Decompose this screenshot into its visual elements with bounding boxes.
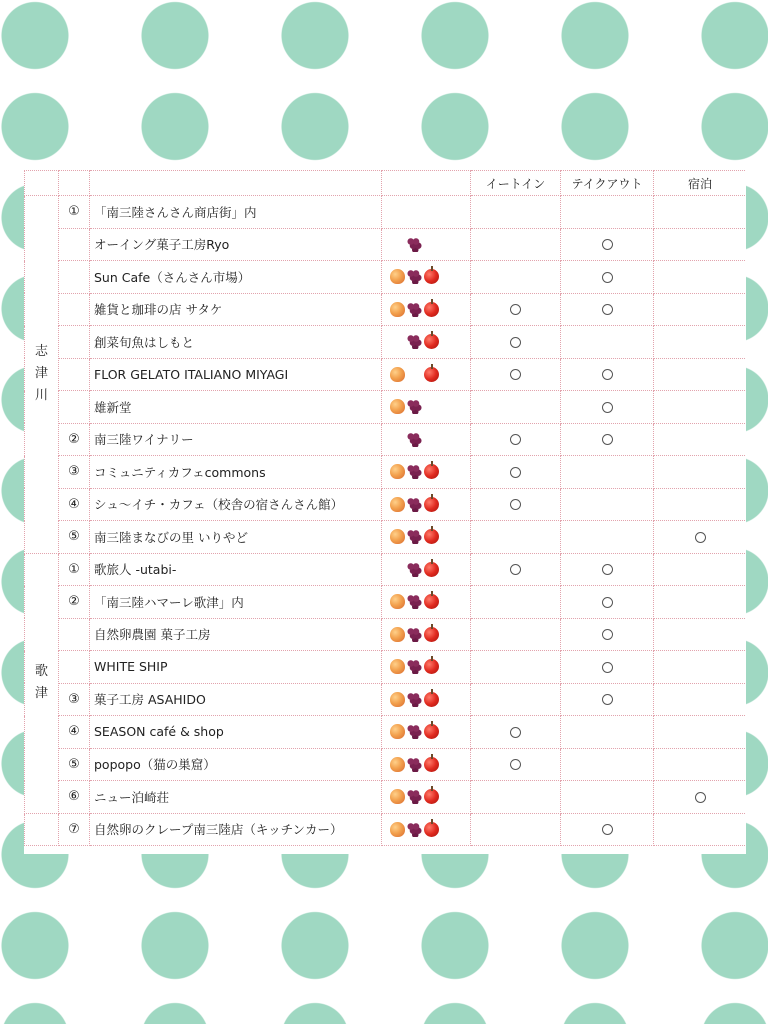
grape-icon — [407, 464, 422, 479]
shop-table — [24, 170, 746, 846]
shop-name: FLOR GELATO ITALIANO MIYAGI — [90, 358, 382, 391]
fruit-icons — [382, 391, 471, 424]
shop-name: シュ〜イチ・カフェ（校舎の宿さんさん館） — [90, 488, 382, 521]
eat-in-mark-cell — [471, 196, 561, 229]
table-row — [25, 716, 747, 749]
grape-icon — [407, 237, 422, 252]
header-num — [59, 171, 90, 196]
take-out-mark-cell — [561, 326, 654, 359]
lodging-mark-cell — [654, 683, 747, 716]
eat-in-mark-cell — [471, 488, 561, 521]
header-row — [25, 171, 747, 196]
circle-mark-icon — [510, 759, 521, 770]
circle-mark-icon — [510, 467, 521, 478]
header-name — [90, 171, 382, 196]
circle-mark-icon — [510, 337, 521, 348]
shop-name: 「南三陸さんさん商店街」内 — [90, 196, 382, 229]
shop-name: コミュニティカフェcommons — [90, 456, 382, 489]
fruit-icons — [382, 293, 471, 326]
peach-icon — [390, 399, 405, 414]
take-out-mark-cell — [561, 553, 654, 586]
circle-mark-icon — [602, 402, 613, 413]
take-out-mark-cell — [561, 683, 654, 716]
shop-name: 創菜旬魚はしもと — [90, 326, 382, 359]
eat-in-mark-cell — [471, 651, 561, 684]
apple-icon — [424, 302, 439, 317]
eat-in-mark-cell — [471, 716, 561, 749]
lodging-mark-cell — [654, 813, 747, 846]
grape-icon — [407, 529, 422, 544]
eat-in-mark-cell — [471, 261, 561, 294]
peach-icon — [390, 692, 405, 707]
circle-mark-icon — [602, 662, 613, 673]
grape-icon — [407, 724, 422, 739]
fruit-icons — [382, 488, 471, 521]
eat-in-mark-cell — [471, 618, 561, 651]
lodging-mark-cell — [654, 521, 747, 554]
area-blank — [25, 813, 59, 846]
fruit-icons — [382, 358, 471, 391]
header-take-out: テイクアウト — [561, 171, 654, 196]
apple-icon — [424, 464, 439, 479]
header-eat-in: イートイン — [471, 171, 561, 196]
table-row — [25, 553, 747, 586]
table-row — [25, 813, 747, 846]
eat-in-mark-cell — [471, 326, 561, 359]
table-row — [25, 748, 747, 781]
grape-icon — [407, 822, 422, 837]
grape-icon — [407, 302, 422, 317]
circle-mark-icon — [510, 727, 521, 738]
circle-mark-icon — [602, 239, 613, 250]
circle-mark-icon — [602, 304, 613, 315]
apple-icon — [424, 497, 439, 512]
row-number: ⑤ — [59, 748, 90, 781]
circle-mark-icon — [695, 792, 706, 803]
fruit-icons — [382, 326, 471, 359]
circle-mark-icon — [510, 369, 521, 380]
grape-icon — [407, 594, 422, 609]
table-row — [25, 618, 747, 651]
row-number: ⑤ — [59, 521, 90, 554]
take-out-mark-cell — [561, 618, 654, 651]
grape-icon — [407, 627, 422, 642]
apple-icon — [424, 562, 439, 577]
area-utatsu: 歌 津 — [25, 553, 59, 813]
table-row — [25, 358, 747, 391]
table-row — [25, 651, 747, 684]
apple-icon — [424, 269, 439, 284]
eat-in-mark-cell — [471, 293, 561, 326]
lodging-mark-cell — [654, 423, 747, 456]
fruit-icons — [382, 781, 471, 814]
peach-icon — [390, 302, 405, 317]
circle-mark-icon — [510, 499, 521, 510]
lodging-mark-cell — [654, 586, 747, 619]
table-row — [25, 293, 747, 326]
peach-icon — [390, 497, 405, 512]
grape-icon — [407, 497, 422, 512]
lodging-mark-cell — [654, 781, 747, 814]
fruit-icons — [382, 651, 471, 684]
grape-icon — [407, 432, 422, 447]
take-out-mark-cell — [561, 781, 654, 814]
row-number — [59, 358, 90, 391]
grape-icon — [407, 757, 422, 772]
shop-name: 雑貨と珈琲の店 サタケ — [90, 293, 382, 326]
shop-name: WHITE SHIP — [90, 651, 382, 684]
circle-mark-icon — [602, 564, 613, 575]
shop-name: ニュー泊崎荘 — [90, 781, 382, 814]
circle-mark-icon — [602, 629, 613, 640]
peach-icon — [390, 367, 405, 382]
row-number: ⑦ — [59, 813, 90, 846]
apple-icon — [424, 594, 439, 609]
row-number — [59, 293, 90, 326]
apple-icon — [424, 757, 439, 772]
peach-icon — [390, 529, 405, 544]
take-out-mark-cell — [561, 391, 654, 424]
fruit-icons — [382, 521, 471, 554]
table-row — [25, 423, 747, 456]
grape-icon — [407, 562, 422, 577]
fruit-icons — [382, 423, 471, 456]
fruit-icons — [382, 716, 471, 749]
peach-icon — [390, 659, 405, 674]
grape-icon — [407, 789, 422, 804]
peach-icon — [390, 269, 405, 284]
circle-mark-icon — [602, 272, 613, 283]
area-shizugawa: 志 津 川 — [25, 196, 59, 554]
table-row — [25, 488, 747, 521]
eat-in-mark-cell — [471, 813, 561, 846]
take-out-mark-cell — [561, 196, 654, 229]
fruit-icons — [382, 683, 471, 716]
take-out-mark-cell — [561, 228, 654, 261]
table-row — [25, 261, 747, 294]
peach-icon — [390, 822, 405, 837]
shop-list-sheet — [24, 170, 746, 854]
fruit-icons — [382, 261, 471, 294]
peach-icon — [390, 724, 405, 739]
row-number — [59, 326, 90, 359]
circle-mark-icon — [602, 824, 613, 835]
grape-icon — [407, 692, 422, 707]
header-lodging: 宿泊 — [654, 171, 747, 196]
fruit-icons — [382, 748, 471, 781]
circle-mark-icon — [695, 532, 706, 543]
table-row — [25, 228, 747, 261]
table-row — [25, 521, 747, 554]
lodging-mark-cell — [654, 228, 747, 261]
shop-name: 自然卵のクレープ南三陸店（キッチンカー） — [90, 813, 382, 846]
apple-icon — [424, 724, 439, 739]
grape-icon — [407, 269, 422, 284]
shop-name: Sun Cafe（さんさん市場） — [90, 261, 382, 294]
eat-in-mark-cell — [471, 521, 561, 554]
lodging-mark-cell — [654, 456, 747, 489]
shop-name: 「南三陸ハマーレ歌津」内 — [90, 586, 382, 619]
row-number: ② — [59, 423, 90, 456]
take-out-mark-cell — [561, 293, 654, 326]
lodging-mark-cell — [654, 326, 747, 359]
row-number: ③ — [59, 683, 90, 716]
grape-icon — [407, 334, 422, 349]
row-number — [59, 261, 90, 294]
header-area — [25, 171, 59, 196]
circle-mark-icon — [602, 694, 613, 705]
row-number: ② — [59, 586, 90, 619]
take-out-mark-cell — [561, 358, 654, 391]
lodging-mark-cell — [654, 358, 747, 391]
lodging-mark-cell — [654, 618, 747, 651]
eat-in-mark-cell — [471, 586, 561, 619]
row-number — [59, 651, 90, 684]
fruit-icons — [382, 618, 471, 651]
shop-name: 自然卵農園 菓子工房 — [90, 618, 382, 651]
take-out-mark-cell — [561, 456, 654, 489]
eat-in-mark-cell — [471, 748, 561, 781]
apple-icon — [424, 692, 439, 707]
circle-mark-icon — [510, 564, 521, 575]
eat-in-mark-cell — [471, 553, 561, 586]
lodging-mark-cell — [654, 488, 747, 521]
take-out-mark-cell — [561, 261, 654, 294]
shop-name: 南三陸ワイナリー — [90, 423, 382, 456]
take-out-mark-cell — [561, 813, 654, 846]
eat-in-mark-cell — [471, 391, 561, 424]
fruit-icons — [382, 228, 471, 261]
row-number: ⑥ — [59, 781, 90, 814]
eat-in-mark-cell — [471, 456, 561, 489]
row-number — [59, 228, 90, 261]
table-row — [25, 781, 747, 814]
circle-mark-icon — [510, 304, 521, 315]
fruit-icons — [382, 586, 471, 619]
peach-icon — [390, 789, 405, 804]
eat-in-mark-cell — [471, 683, 561, 716]
table-row — [25, 683, 747, 716]
lodging-mark-cell — [654, 196, 747, 229]
fruit-icons — [382, 553, 471, 586]
apple-icon — [424, 367, 439, 382]
apple-icon — [424, 822, 439, 837]
table-row — [25, 391, 747, 424]
lodging-mark-cell — [654, 261, 747, 294]
row-number — [59, 391, 90, 424]
take-out-mark-cell — [561, 488, 654, 521]
eat-in-mark-cell — [471, 228, 561, 261]
shop-name: SEASON café & shop — [90, 716, 382, 749]
peach-icon — [390, 594, 405, 609]
circle-mark-icon — [602, 369, 613, 380]
take-out-mark-cell — [561, 716, 654, 749]
table-row — [25, 586, 747, 619]
eat-in-mark-cell — [471, 781, 561, 814]
table-row — [25, 456, 747, 489]
row-number: ① — [59, 553, 90, 586]
shop-name: オーイング菓子工房Ryo — [90, 228, 382, 261]
fruit-icons — [382, 196, 471, 229]
take-out-mark-cell — [561, 423, 654, 456]
lodging-mark-cell — [654, 293, 747, 326]
grape-icon — [407, 659, 422, 674]
lodging-mark-cell — [654, 553, 747, 586]
peach-icon — [390, 464, 405, 479]
lodging-mark-cell — [654, 391, 747, 424]
take-out-mark-cell — [561, 748, 654, 781]
apple-icon — [424, 627, 439, 642]
fruit-icons — [382, 813, 471, 846]
table-row — [25, 196, 747, 229]
fruit-icons — [382, 456, 471, 489]
peach-icon — [390, 757, 405, 772]
apple-icon — [424, 789, 439, 804]
row-number — [59, 618, 90, 651]
apple-icon — [424, 529, 439, 544]
lodging-mark-cell — [654, 651, 747, 684]
row-number: ④ — [59, 488, 90, 521]
circle-mark-icon — [510, 434, 521, 445]
circle-mark-icon — [602, 434, 613, 445]
shop-name: 雄新堂 — [90, 391, 382, 424]
peach-icon — [390, 627, 405, 642]
row-number: ③ — [59, 456, 90, 489]
row-number: ④ — [59, 716, 90, 749]
eat-in-mark-cell — [471, 423, 561, 456]
take-out-mark-cell — [561, 586, 654, 619]
shop-name: popopo（猫の巣窟） — [90, 748, 382, 781]
shop-name: 歌旅人 -utabi- — [90, 553, 382, 586]
table-row — [25, 326, 747, 359]
apple-icon — [424, 659, 439, 674]
row-number: ① — [59, 196, 90, 229]
header-fruits — [382, 171, 471, 196]
take-out-mark-cell — [561, 651, 654, 684]
grape-icon — [407, 399, 422, 414]
lodging-mark-cell — [654, 716, 747, 749]
lodging-mark-cell — [654, 748, 747, 781]
circle-mark-icon — [602, 597, 613, 608]
eat-in-mark-cell — [471, 358, 561, 391]
apple-icon — [424, 334, 439, 349]
shop-rows — [25, 196, 747, 846]
take-out-mark-cell — [561, 521, 654, 554]
shop-name: 南三陸まなびの里 いりやど — [90, 521, 382, 554]
shop-name: 菓子工房 ASAHIDO — [90, 683, 382, 716]
